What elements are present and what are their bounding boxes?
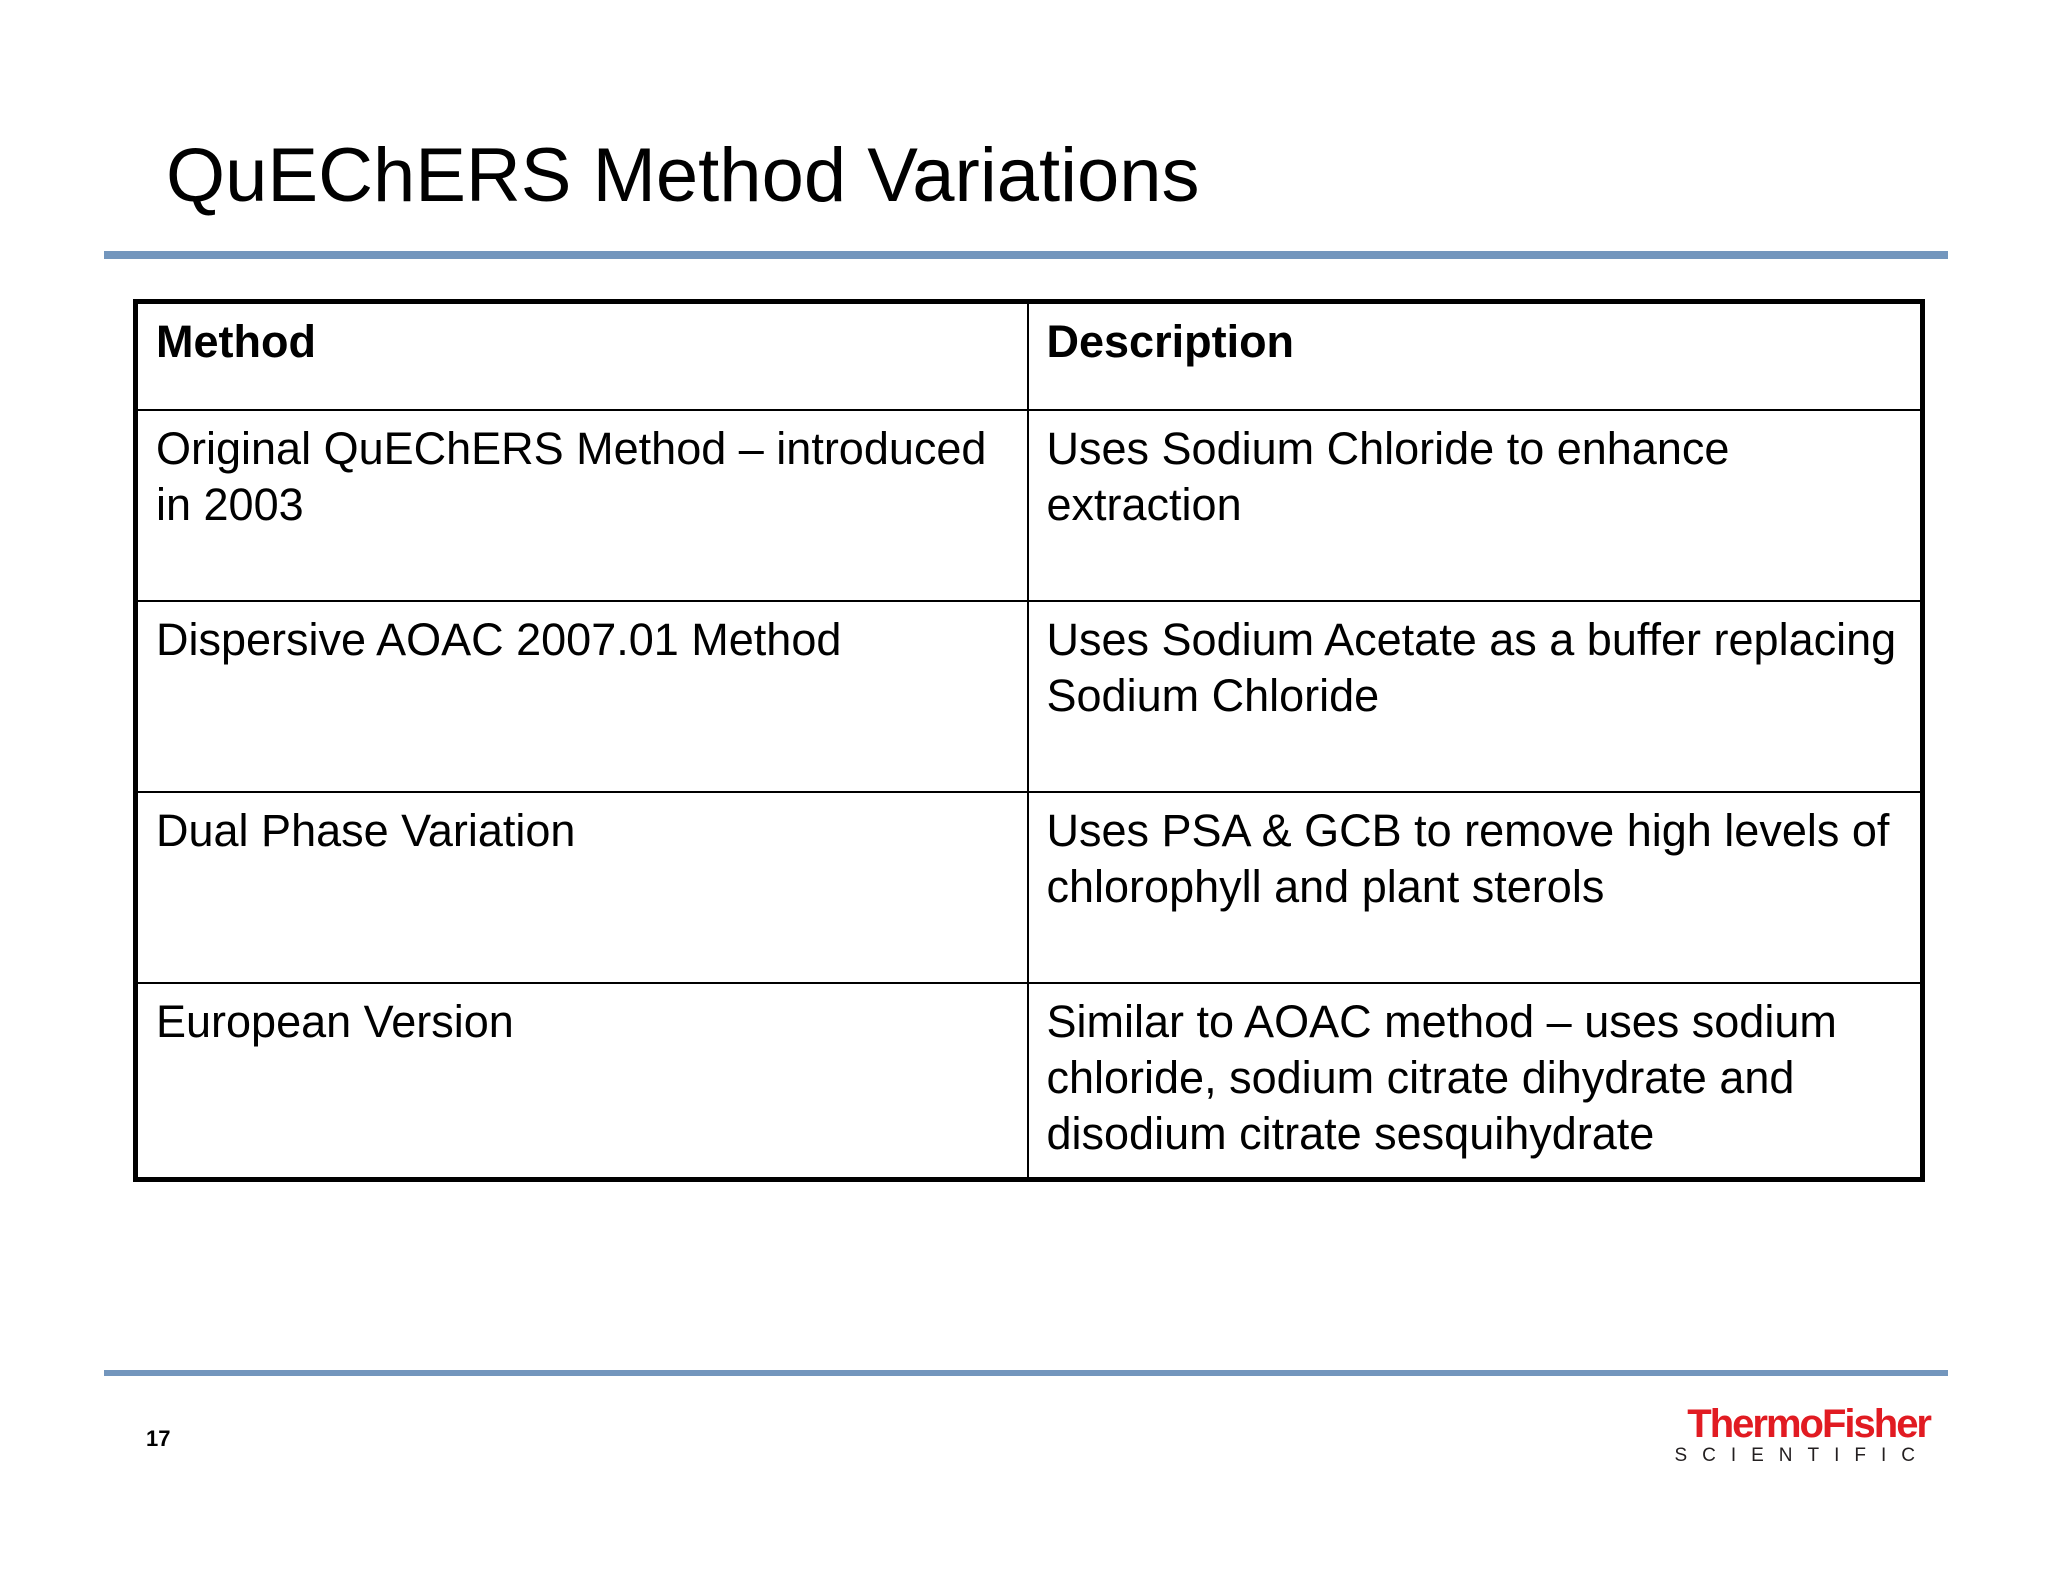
description-cell: Uses Sodium Acetate as a buffer replacing Sodium Chloride (1028, 601, 1923, 792)
page-number: 17 (146, 1426, 171, 1451)
title-divider (104, 251, 1948, 259)
description-cell: Uses Sodium Chloride to enhance extraction (1028, 410, 1923, 601)
method-cell: European Version (136, 983, 1028, 1180)
methods-table (133, 299, 1925, 1182)
method-cell: Dispersive AOAC 2007.01 Method (136, 601, 1028, 792)
column-header-description: Description (1028, 302, 1923, 410)
column-header-method: Method (136, 302, 1028, 410)
slide-title: QuEChERS Method Variations (166, 133, 1200, 218)
thermo-fisher-logo (1670, 1404, 1930, 1466)
method-cell: Original QuEChERS Method – introduced in 2003 (136, 410, 1028, 601)
logo-tagline: SCIENTIFIC (1674, 1445, 1930, 1466)
table-row (136, 410, 1923, 601)
table-row (136, 792, 1923, 983)
table-row (136, 601, 1923, 792)
table-header-row (136, 302, 1923, 410)
logo-wordmark: ThermoFisher (1687, 1402, 1930, 1446)
footer-divider (104, 1370, 1948, 1376)
description-cell: Uses PSA & GCB to remove high levels of chlorophyll and plant sterols (1028, 792, 1923, 983)
description-cell: Similar to AOAC method – uses sodium chloride, sodium citrate dihydrate and disodium citrate sesquihydrate (1028, 983, 1923, 1180)
table-row (136, 983, 1923, 1180)
method-cell: Dual Phase Variation (136, 792, 1028, 983)
